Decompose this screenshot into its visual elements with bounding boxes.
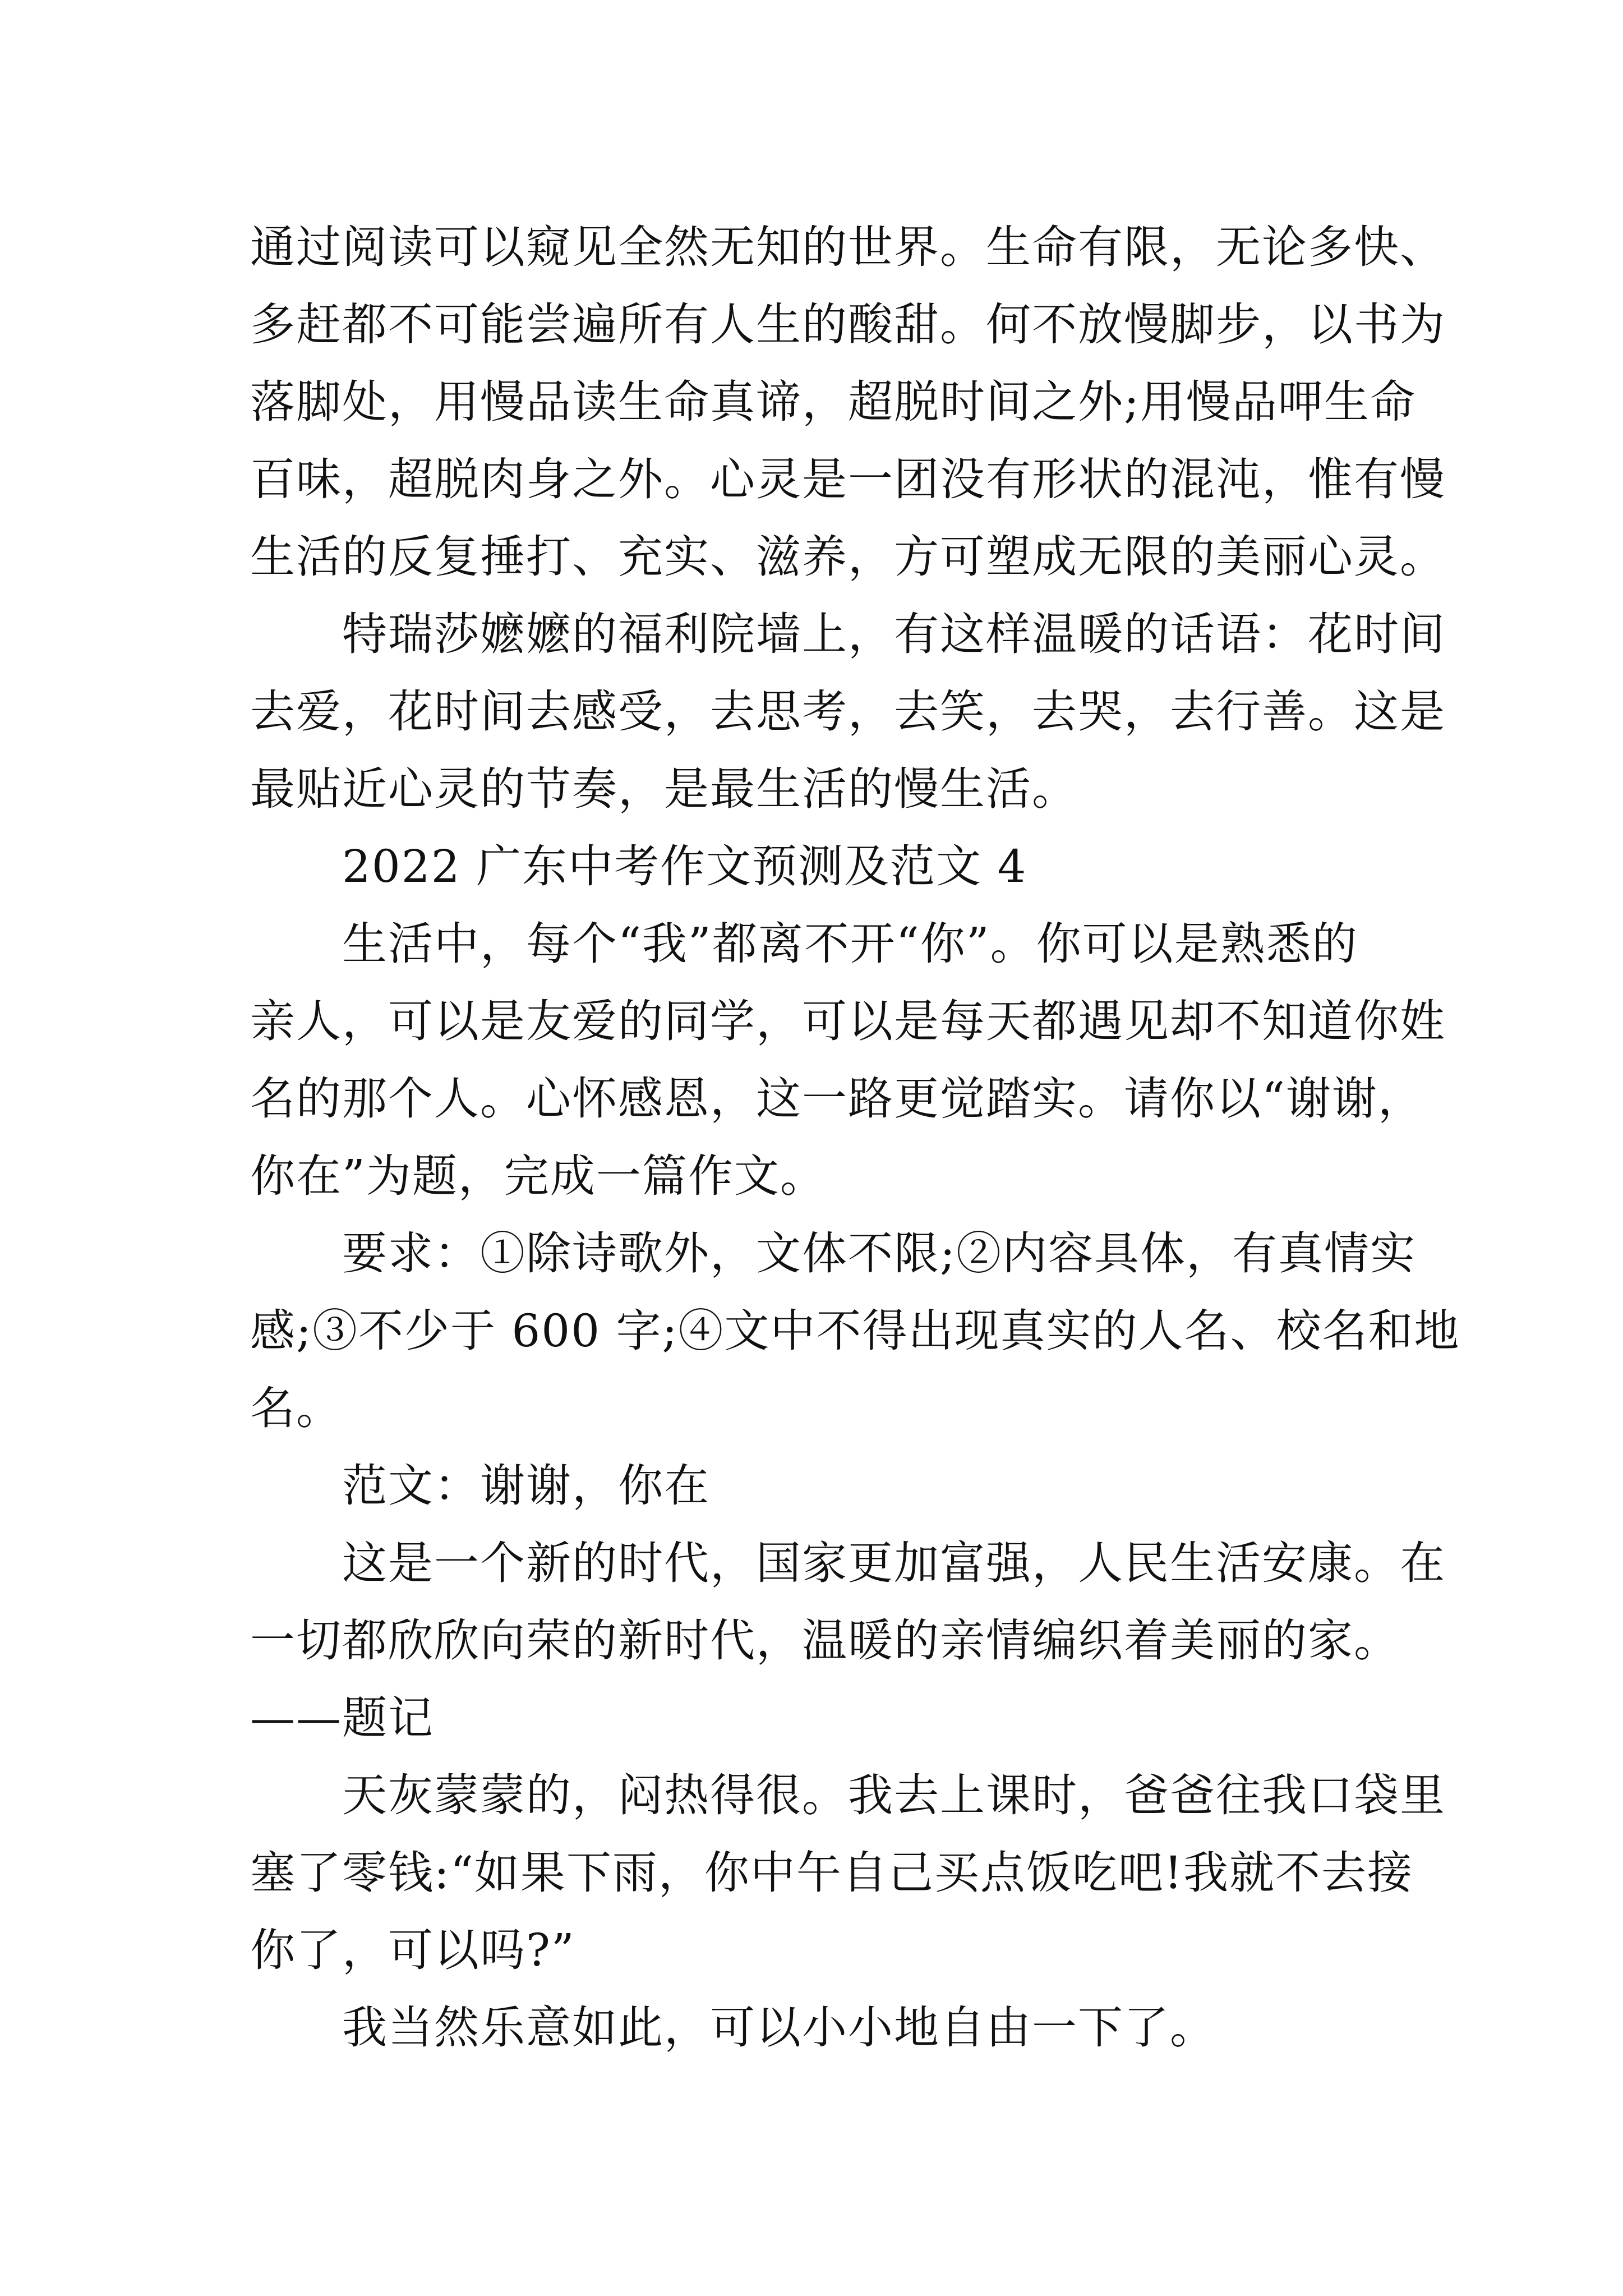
body-line: 多赶都不可能尝遍所有人生的酸甜。何不放慢脚步，以书为	[250, 298, 1446, 351]
body-line: 你了，可以吗?”	[250, 1924, 575, 1976]
body-line: 名的那个人。心怀感恩，这一路更觉踏实。请你以“谢谢，	[250, 1073, 1424, 1125]
section-heading: 2022 广东中考作文预测及范文 4	[342, 840, 1027, 892]
paragraph-start-line: 生活中，每个“我”都离不开“你”。你可以是熟悉的	[342, 918, 1358, 970]
body-line: 塞了零钱:“如果下雨，你中午自己买点饭吃吧!我就不去接	[250, 1847, 1413, 1899]
body-line: 名。	[250, 1382, 342, 1434]
body-line: 一切都欣欣向荣的新时代，温暖的亲情编织着美丽的家。	[250, 1614, 1400, 1667]
paragraph-start-line: 我当然乐意如此，可以小小地自由一下了。	[342, 2001, 1216, 2054]
body-line: 生活的反复捶打、充实、滋养，方可塑成无限的美丽心灵。	[250, 531, 1446, 583]
body-line: 最贴近心灵的节奏，是最生活的慢生活。	[250, 763, 1078, 815]
body-line: 通过阅读可以窥见全然无知的世界。生命有限，无论多快、	[250, 221, 1446, 273]
body-line: 落脚处，用慢品读生命真谛，超脱时间之外;用慢品呷生命	[250, 376, 1416, 428]
requirements-line: 要求：①除诗歌外，文体不限;②内容具体，有真情实	[342, 1227, 1416, 1280]
essay-title: 范文：谢谢，你在	[342, 1460, 710, 1512]
paragraph-start-line: 天灰蒙蒙的，闷热得很。我去上课时，爸爸往我口袋里	[342, 1769, 1446, 1821]
epigraph-attribution: ——题记	[250, 1692, 434, 1744]
body-line: 感;③不少于 600 字;④文中不得出现真实的人名、校名和地	[250, 1305, 1460, 1357]
paragraph-start-line: 这是一个新的时代，国家更加富强，人民生活安康。在	[342, 1537, 1446, 1589]
body-line: 去爱，花时间去感受，去思考，去笑，去哭，去行善。这是	[250, 685, 1446, 738]
body-line: 百味，超脱肉身之外。心灵是一团没有形状的混沌，惟有慢	[250, 453, 1446, 505]
body-line: 你在”为题，完成一篇作文。	[250, 1150, 826, 1202]
body-line: 亲人，可以是友爱的同学，可以是每天都遇见却不知道你姓	[250, 995, 1446, 1047]
paragraph-start-line: 特瑞莎嬷嬷的福利院墙上，有这样温暖的话语：花时间	[342, 608, 1446, 660]
document-body	[250, 209, 1460, 2067]
